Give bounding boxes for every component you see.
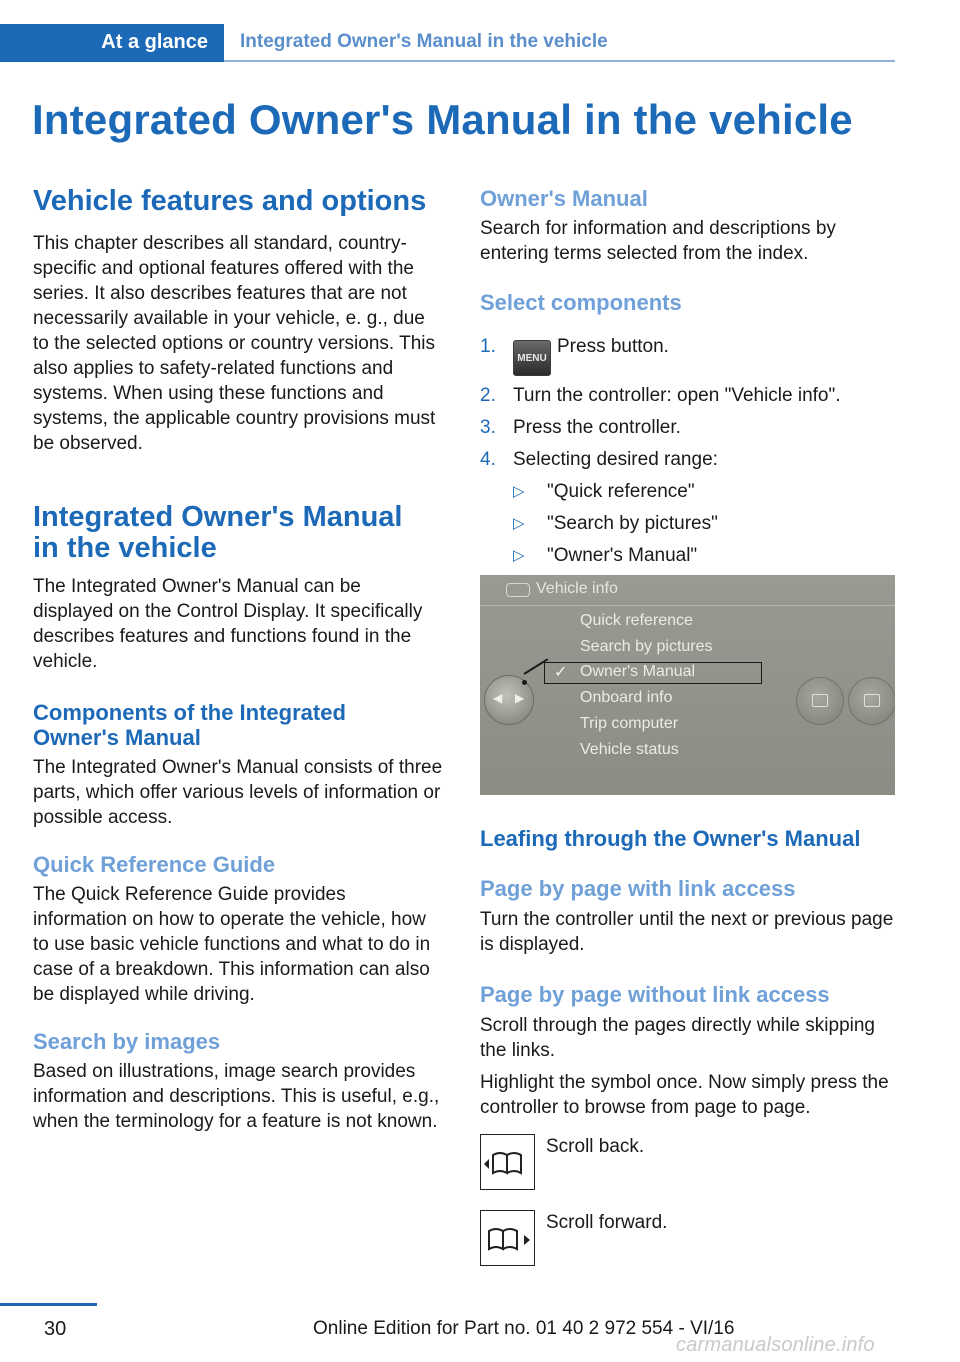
screen-divider — [480, 605, 895, 606]
sub-option-text: "Owner's Manual" — [547, 545, 698, 566]
scroll-forward-row — [480, 1210, 900, 1282]
step-number: 4. — [480, 449, 496, 470]
screen-side-button-icon — [848, 677, 895, 725]
pointer-dot — [522, 680, 527, 685]
step-item — [480, 415, 900, 440]
manual-heading: Owner's Manual — [480, 186, 648, 211]
triangle-bullet-icon: ▷ — [513, 547, 525, 564]
qrg-text: The Quick Reference Guide provides information on how to operate the vehicle, how to use basic vehicle functions and what to do in case of a breakdown. This information can also be displayed while driving. — [33, 884, 431, 1005]
components-heading-line1: Components of the Integrated — [33, 700, 346, 725]
page-title: Integrated Owner's Manual in the vehicle — [32, 96, 853, 143]
integrated-heading-line2: in the vehicle — [33, 532, 217, 564]
sub-option — [513, 511, 900, 536]
scroll-forward-label: Scroll forward. — [546, 1212, 668, 1233]
right-arrow-icon: ▶ — [515, 691, 525, 705]
step-item — [480, 334, 900, 376]
step-text: Press the controller. — [513, 417, 681, 438]
control-display-screenshot — [480, 575, 895, 795]
checkmark-icon: ✓ — [554, 664, 568, 681]
scroll-forward-icon — [480, 1210, 535, 1266]
left-arrow-icon: ◀ — [493, 691, 503, 705]
steps-list — [480, 334, 900, 568]
step-number: 2. — [480, 385, 496, 406]
nolink-heading: Page by page without link access — [480, 982, 830, 1007]
section-tab-label: At a glance — [101, 31, 208, 53]
scroll-back-icon — [480, 1134, 535, 1190]
integrated-heading — [33, 502, 443, 564]
right-column — [480, 186, 900, 1282]
nolink-text: Scroll through the pages directly while skipping the links. — [480, 1015, 875, 1061]
screen-title: Vehicle info — [536, 580, 618, 597]
scroll-back-row — [480, 1134, 900, 1206]
components-heading — [33, 700, 443, 750]
triangle-bullet-icon: ▷ — [513, 515, 525, 532]
sub-option-text: "Quick reference" — [547, 481, 695, 502]
sub-options-list — [513, 479, 900, 568]
left-column — [33, 186, 443, 1134]
qrg-heading: Quick Reference Guide — [33, 852, 276, 877]
step-text: Turn the controller: open "Vehicle info". — [513, 385, 841, 406]
images-heading: Search by images — [33, 1029, 221, 1054]
edition-text: Online Edition for Part no. 01 40 2 972 554 - VI/16 — [313, 1318, 735, 1339]
menu-button-icon: MENU — [513, 340, 551, 376]
section-tab — [0, 24, 224, 62]
scroll-back-label: Scroll back. — [546, 1136, 645, 1157]
screen-menu-item: Quick reference — [580, 612, 693, 629]
components-text: The Integrated Owner's Manual consists of three parts, which offer various levels of information or possible access. — [33, 757, 443, 828]
features-heading: Vehicle features and options — [33, 185, 427, 217]
components-heading-line2: Owner's Manual — [33, 725, 201, 750]
step-text: Press button. — [557, 336, 669, 357]
sub-option — [513, 479, 900, 504]
car-icon — [506, 583, 530, 597]
step-number: 1. — [480, 336, 496, 357]
integrated-heading-line1: Integrated Owner's Manual — [33, 501, 403, 533]
screen-menu-item: Search by pictures — [580, 638, 713, 655]
header-rule — [224, 60, 895, 62]
breadcrumb: Integrated Owner's Manual in the vehicle — [240, 31, 608, 52]
step-item — [480, 383, 900, 408]
manual-text: Search for information and descriptions by entering terms selected from the index. — [480, 218, 836, 264]
screen-menu-item: Vehicle status — [580, 741, 679, 758]
link-heading: Page by page with link access — [480, 876, 796, 901]
sub-option-text: "Search by pictures" — [547, 513, 718, 534]
step-item — [480, 447, 900, 568]
features-text: This chapter describes all standard, country-specific and optional features offered with the series. It also describes features that are not necessarily available in your vehicle, e. g., due to the selected options or country versions. This also applies to safety-related functions and systems. When using these functions and systems, the applicable country provisions must be observed. — [33, 233, 436, 454]
watermark: carmanualsonline.info — [676, 1334, 875, 1356]
images-text: Based on illustrations, image search provides information and descriptions. This is useful, e.g., when the terminology for a feature is not known. — [33, 1061, 440, 1132]
page-number: 30 — [44, 1318, 67, 1340]
triangle-bullet-icon: ▷ — [513, 483, 525, 500]
screen-menu-item: Trip computer — [580, 715, 679, 732]
footer-rule — [0, 1303, 97, 1306]
step-number: 3. — [480, 417, 496, 438]
screen-menu-item-selected: Owner's Manual — [580, 663, 696, 680]
screen-menu-item: Onboard info — [580, 689, 673, 706]
leafing-heading: Leafing through the Owner's Manual — [480, 826, 861, 851]
integrated-text: The Integrated Owner's Manual can be displayed on the Control Display. It specifically describes features and functions found in the vehicle. — [33, 576, 423, 672]
sub-option — [513, 543, 900, 568]
step-text: Selecting desired range: — [513, 449, 718, 470]
link-text: Turn the controller until the next or previous page is displayed. — [480, 909, 894, 955]
select-heading: Select components — [480, 290, 682, 315]
highlight-text: Highlight the symbol once. Now simply press the controller to browse from page to page. — [480, 1072, 889, 1118]
screen-side-button-icon — [796, 677, 844, 725]
